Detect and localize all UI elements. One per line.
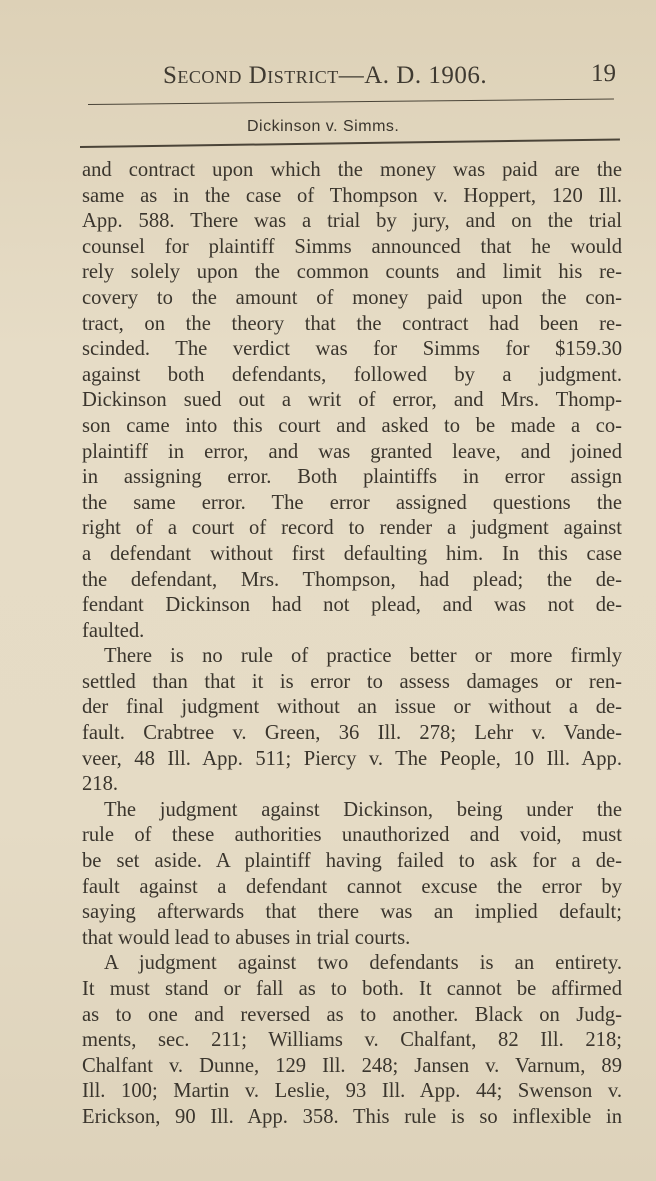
running-head-suffix: —A. D. 1906. [338,62,488,89]
text-line: Ill. 100; Martin v. Leslie, 93 Ill. App. 44; Swenson v. [82,1080,622,1103]
text-line: Dickinson sued out a writ of error, and Mrs. Thomp- [82,389,622,412]
text-line: plaintiff in error, and was granted leave, and joined [82,440,622,463]
text-line: der final judgment without an issue or without a de- [82,696,622,719]
text-line: as to one and reversed as to another. Black on Judg- [82,1003,622,1026]
text-line: saying afterwards that there was an implied default; [82,901,622,924]
running-head [163,62,487,90]
text-line: Erickson, 90 Ill. App. 358. This rule is so inflexible in [82,1105,622,1128]
header-rule [88,98,614,105]
running-head-prefix: Second District [163,62,339,89]
paragraph-first-line: The judgment against Dickinson, being under the [104,798,622,821]
text-line: tract, on the theory that the contract had been re- [82,312,622,335]
text-line: right of a court of record to render a judgment against [82,517,622,540]
text-line: ments, sec. 211; Williams v. Chalfant, 82 Ill. 218; [82,1029,622,1052]
text-line: and contract upon which the money was paid are the [82,159,622,181]
text-line: the same error. The error assigned questions the [82,491,622,514]
text-line: veer, 48 Ill. App. 511; Piercy v. The People, 10 Ill. App. [82,747,622,770]
text-line: son came into this court and asked to be made a co- [82,414,622,437]
text-line: fault against a defendant cannot excuse the error by [82,875,622,898]
caption-rule [80,138,620,148]
text-line: same as in the case of Thompson v. Hoppert, 120 Ill. [82,184,622,207]
text-line: App. 588. There was a trial by jury, and on the trial [82,210,622,233]
text-line: 218. [82,773,119,796]
text-line: fault. Crabtree v. Green, 36 Ill. 278; Lehr v. Vande- [82,722,622,745]
text-line: It must stand or fall as to both. It cannot be affirmed [82,978,622,1000]
paragraph-first-line: There is no rule of practice better or more firmly [104,645,622,668]
text-line: settled than that it is error to assess damages or ren- [82,670,622,693]
text-line: faulted. [82,619,145,642]
case-caption: Dickinson v. Simms. [247,118,400,135]
text-line: Chalfant v. Dunne, 129 Ill. 248; Jansen v. Varnum, 89 [82,1054,622,1077]
text-line: that would lead to abuses in trial courts. [82,926,411,949]
text-line: be set aside. A plaintiff having failed to ask for a de- [82,850,622,873]
text-line: fendant Dickinson had not plead, and was not de- [82,594,622,617]
page-number: 19 [591,60,616,87]
text-line: against both defendants, followed by a judgment. [82,363,622,386]
text-line: rule of these authorities unauthorized and void, must [82,824,622,847]
text-line: counsel for plaintiff Simms announced that he would [82,235,622,258]
text-line: covery to the amount of money paid upon the con- [82,286,622,309]
body-text [82,158,622,1131]
text-line: a defendant without first defaulting him. In this case [82,542,622,565]
text-line: rely solely upon the common counts and limit his re- [82,261,622,284]
text-line: the defendant, Mrs. Thompson, had plead; the de- [82,568,622,591]
text-line: scinded. The verdict was for Simms for $159.30 [82,338,622,361]
paragraph-first-line: A judgment against two defendants is an entirety. [104,952,622,975]
text-line: in assigning error. Both plaintiffs in error assign [82,466,622,489]
